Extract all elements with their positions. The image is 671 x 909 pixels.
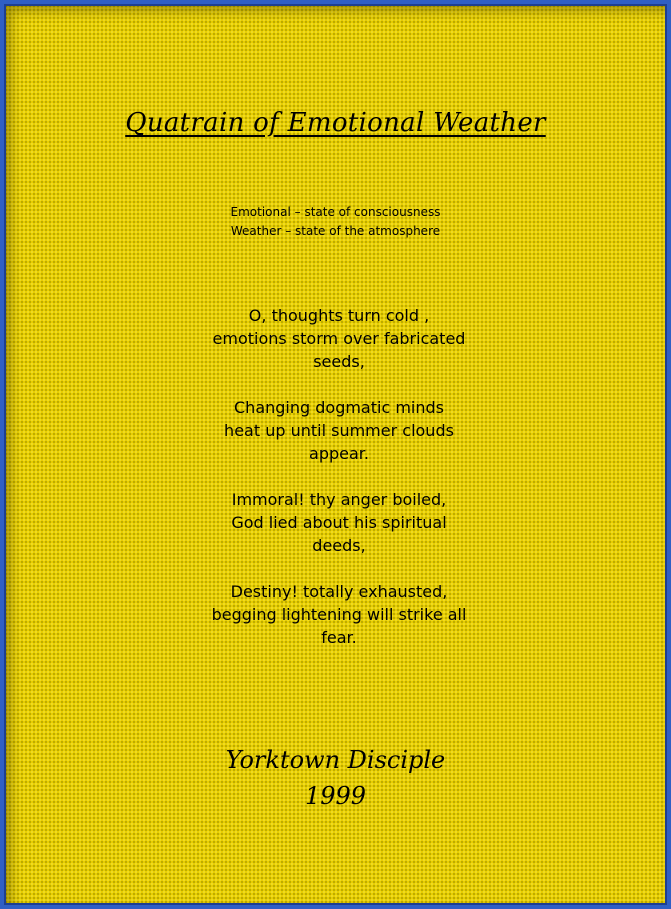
definition-weather: Weather – state of the atmosphere — [230, 224, 441, 238]
stanza-4 — [189, 580, 489, 649]
poem-line: God lied about his spiritual — [231, 513, 447, 532]
poem-line: Destiny! totally exhausted, — [230, 582, 448, 601]
poem-title: Quatrain of Emotional Weather — [125, 108, 546, 138]
poem-line: seeds, — [313, 352, 365, 371]
definition-emotional: Emotional – state of consciousness — [230, 205, 441, 219]
stanza-2 — [189, 396, 489, 465]
poem-line: O, thoughts turn cold , — [248, 306, 430, 325]
poem-line: fear. — [321, 628, 357, 647]
poem-line: Immoral! thy anger boiled, — [231, 490, 447, 509]
signature — [4, 742, 667, 814]
author-name: Yorktown Disciple — [225, 746, 446, 774]
poem-line: emotions storm over fabricated — [212, 329, 466, 348]
poem-line: Changing dogmatic minds — [234, 398, 444, 417]
poem-line: heat up until summer clouds — [224, 421, 454, 440]
year: 1999 — [304, 782, 367, 810]
definitions — [4, 203, 667, 241]
poem-line: deeds, — [312, 536, 366, 555]
poem-line: appear. — [309, 444, 369, 463]
poem-line: begging lightening will strike all — [211, 605, 467, 624]
stanza-3 — [189, 488, 489, 557]
poem-body — [189, 304, 489, 672]
stanza-1 — [189, 304, 489, 373]
